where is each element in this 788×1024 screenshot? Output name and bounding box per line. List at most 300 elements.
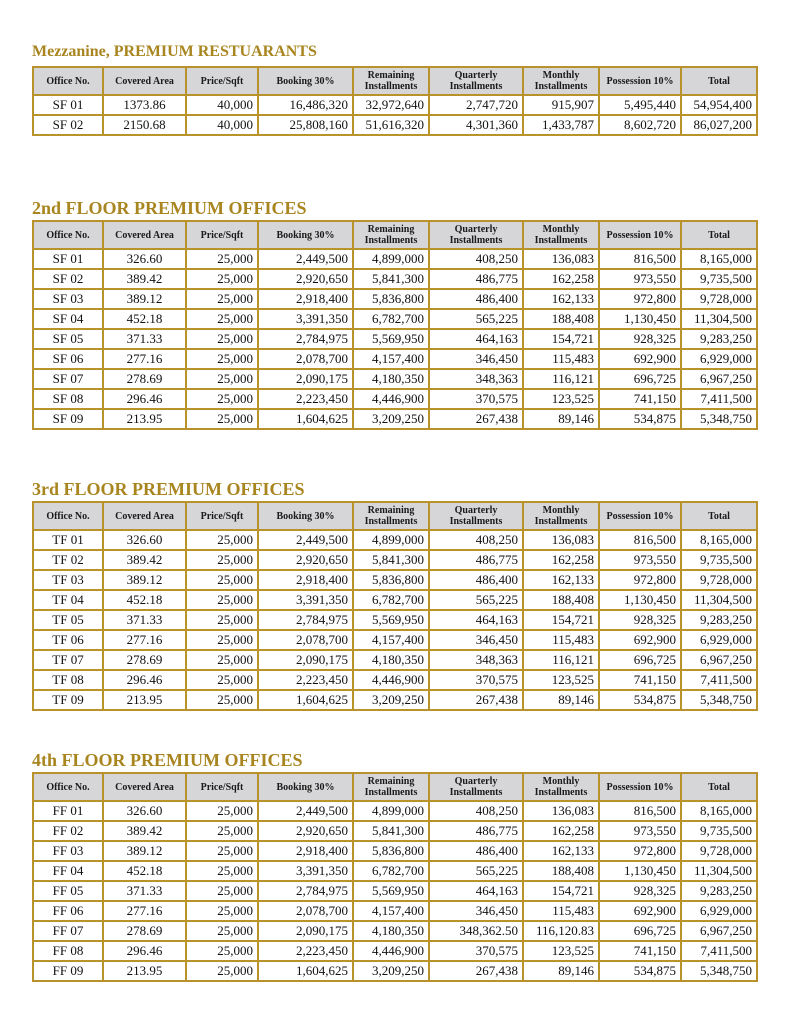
- cell-monthly-installments: 123,525: [523, 941, 599, 961]
- cell-monthly-installments: 123,525: [523, 670, 599, 690]
- cell-possession: 696,725: [599, 921, 681, 941]
- cell-office-no: FF 08: [33, 941, 103, 961]
- column-header-remaining-installments: Remaining Installments: [353, 67, 429, 95]
- cell-covered-area: 389.42: [103, 269, 186, 289]
- cell-total: 6,967,250: [681, 921, 757, 941]
- cell-covered-area: 2150.68: [103, 115, 186, 135]
- cell-remaining-installments: 4,157,400: [353, 349, 429, 369]
- column-header-remaining-installments: Remaining Installments: [353, 773, 429, 801]
- cell-possession: 928,325: [599, 881, 681, 901]
- cell-price-sqft: 25,000: [186, 941, 258, 961]
- cell-covered-area: 389.12: [103, 841, 186, 861]
- cell-office-no: FF 07: [33, 921, 103, 941]
- cell-possession: 973,550: [599, 821, 681, 841]
- cell-price-sqft: 25,000: [186, 961, 258, 981]
- cell-covered-area: 296.46: [103, 670, 186, 690]
- cell-covered-area: 371.33: [103, 610, 186, 630]
- section-title: 2nd FLOOR PREMIUM OFFICES: [32, 198, 307, 218]
- cell-price-sqft: 25,000: [186, 630, 258, 650]
- cell-office-no: FF 02: [33, 821, 103, 841]
- cell-remaining-installments: 5,569,950: [353, 881, 429, 901]
- cell-booking: 1,604,625: [258, 409, 353, 429]
- cell-booking: 2,449,500: [258, 530, 353, 550]
- table-row: [33, 941, 757, 961]
- column-header-office-no: Office No.: [33, 773, 103, 801]
- table-row: [33, 921, 757, 941]
- cell-quarterly-installments: 565,225: [429, 590, 523, 610]
- cell-monthly-installments: 89,146: [523, 409, 599, 429]
- table-row: [33, 690, 757, 710]
- cell-booking: 2,918,400: [258, 289, 353, 309]
- cell-possession: 972,800: [599, 570, 681, 590]
- cell-booking: 2,920,650: [258, 550, 353, 570]
- cell-booking: 2,078,700: [258, 349, 353, 369]
- table-row: [33, 409, 757, 429]
- cell-total: 5,348,750: [681, 961, 757, 981]
- cell-office-no: SF 04: [33, 309, 103, 329]
- cell-total: 9,283,250: [681, 610, 757, 630]
- cell-monthly-installments: 188,408: [523, 309, 599, 329]
- cell-booking: 2,784,975: [258, 881, 353, 901]
- cell-price-sqft: 25,000: [186, 690, 258, 710]
- cell-price-sqft: 40,000: [186, 95, 258, 115]
- column-header-quarterly-installments: Quarterly Installments: [429, 67, 523, 95]
- cell-price-sqft: 25,000: [186, 369, 258, 389]
- cell-booking: 2,784,975: [258, 610, 353, 630]
- cell-quarterly-installments: 2,747,720: [429, 95, 523, 115]
- cell-quarterly-installments: 370,575: [429, 389, 523, 409]
- cell-booking: 1,604,625: [258, 690, 353, 710]
- column-header-covered-area: Covered Area: [103, 67, 186, 95]
- cell-price-sqft: 25,000: [186, 329, 258, 349]
- cell-total: 54,954,400: [681, 95, 757, 115]
- cell-booking: 2,784,975: [258, 329, 353, 349]
- cell-quarterly-installments: 486,775: [429, 269, 523, 289]
- table-row: [33, 961, 757, 981]
- cell-office-no: TF 09: [33, 690, 103, 710]
- cell-total: 9,283,250: [681, 881, 757, 901]
- cell-monthly-installments: 115,483: [523, 349, 599, 369]
- cell-office-no: TF 06: [33, 630, 103, 650]
- cell-possession: 816,500: [599, 249, 681, 269]
- table-header-row: [33, 502, 757, 530]
- cell-price-sqft: 25,000: [186, 901, 258, 921]
- cell-monthly-installments: 89,146: [523, 961, 599, 981]
- column-header-price-sqft: Price/Sqft: [186, 502, 258, 530]
- cell-total: 8,165,000: [681, 530, 757, 550]
- column-header-monthly-installments: Monthly Installments: [523, 221, 599, 249]
- table-row: [33, 530, 757, 550]
- cell-monthly-installments: 162,258: [523, 821, 599, 841]
- cell-total: 8,165,000: [681, 249, 757, 269]
- cell-monthly-installments: 116,121: [523, 369, 599, 389]
- table-row: [33, 550, 757, 570]
- cell-price-sqft: 25,000: [186, 409, 258, 429]
- cell-office-no: SF 07: [33, 369, 103, 389]
- price-table: [32, 220, 758, 430]
- cell-covered-area: 277.16: [103, 630, 186, 650]
- cell-office-no: FF 09: [33, 961, 103, 981]
- cell-price-sqft: 25,000: [186, 349, 258, 369]
- table-header-row: [33, 773, 757, 801]
- table-row: [33, 389, 757, 409]
- cell-total: 6,929,000: [681, 901, 757, 921]
- cell-price-sqft: 25,000: [186, 249, 258, 269]
- cell-total: 5,348,750: [681, 690, 757, 710]
- table-row: [33, 801, 757, 821]
- cell-office-no: SF 02: [33, 115, 103, 135]
- cell-monthly-installments: 188,408: [523, 590, 599, 610]
- cell-quarterly-installments: 267,438: [429, 961, 523, 981]
- cell-remaining-installments: 5,841,300: [353, 550, 429, 570]
- cell-monthly-installments: 162,133: [523, 570, 599, 590]
- cell-price-sqft: 25,000: [186, 861, 258, 881]
- cell-office-no: TF 01: [33, 530, 103, 550]
- cell-possession: 741,150: [599, 941, 681, 961]
- cell-covered-area: 326.60: [103, 801, 186, 821]
- cell-remaining-installments: 5,836,800: [353, 841, 429, 861]
- cell-remaining-installments: 4,899,000: [353, 801, 429, 821]
- cell-quarterly-installments: 486,775: [429, 550, 523, 570]
- cell-monthly-installments: 115,483: [523, 901, 599, 921]
- cell-price-sqft: 25,000: [186, 389, 258, 409]
- cell-office-no: FF 03: [33, 841, 103, 861]
- column-header-covered-area: Covered Area: [103, 221, 186, 249]
- column-header-quarterly-installments: Quarterly Installments: [429, 773, 523, 801]
- cell-remaining-installments: 5,836,800: [353, 570, 429, 590]
- cell-possession: 1,130,450: [599, 309, 681, 329]
- section-3rd-floor: [32, 480, 756, 711]
- column-header-monthly-installments: Monthly Installments: [523, 67, 599, 95]
- cell-remaining-installments: 5,841,300: [353, 821, 429, 841]
- cell-booking: 1,604,625: [258, 961, 353, 981]
- cell-possession: 5,495,440: [599, 95, 681, 115]
- cell-booking: 2,078,700: [258, 901, 353, 921]
- cell-monthly-installments: 162,258: [523, 550, 599, 570]
- cell-booking: 3,391,350: [258, 309, 353, 329]
- cell-possession: 1,130,450: [599, 861, 681, 881]
- cell-booking: 2,449,500: [258, 801, 353, 821]
- cell-remaining-installments: 3,209,250: [353, 961, 429, 981]
- cell-price-sqft: 25,000: [186, 670, 258, 690]
- table-row: [33, 249, 757, 269]
- cell-price-sqft: 25,000: [186, 610, 258, 630]
- cell-price-sqft: 25,000: [186, 841, 258, 861]
- cell-possession: 928,325: [599, 329, 681, 349]
- cell-office-no: FF 04: [33, 861, 103, 881]
- cell-total: 7,411,500: [681, 389, 757, 409]
- cell-booking: 2,090,175: [258, 650, 353, 670]
- cell-office-no: SF 01: [33, 95, 103, 115]
- cell-price-sqft: 25,000: [186, 821, 258, 841]
- cell-remaining-installments: 4,446,900: [353, 941, 429, 961]
- table-row: [33, 901, 757, 921]
- cell-price-sqft: 25,000: [186, 570, 258, 590]
- cell-quarterly-installments: 464,163: [429, 610, 523, 630]
- cell-covered-area: 452.18: [103, 590, 186, 610]
- cell-remaining-installments: 4,899,000: [353, 530, 429, 550]
- price-table: [32, 501, 758, 711]
- cell-remaining-installments: 4,446,900: [353, 389, 429, 409]
- cell-office-no: SF 03: [33, 289, 103, 309]
- cell-quarterly-installments: 486,400: [429, 289, 523, 309]
- cell-remaining-installments: 4,157,400: [353, 901, 429, 921]
- cell-remaining-installments: 5,569,950: [353, 610, 429, 630]
- table-row: [33, 610, 757, 630]
- column-header-possession: Possession 10%: [599, 67, 681, 95]
- table-row: [33, 309, 757, 329]
- column-header-total: Total: [681, 773, 757, 801]
- cell-quarterly-installments: 370,575: [429, 941, 523, 961]
- cell-covered-area: 389.12: [103, 289, 186, 309]
- column-header-monthly-installments: Monthly Installments: [523, 773, 599, 801]
- cell-booking: 3,391,350: [258, 590, 353, 610]
- section-title: 3rd FLOOR PREMIUM OFFICES: [32, 479, 305, 499]
- cell-office-no: FF 06: [33, 901, 103, 921]
- column-header-price-sqft: Price/Sqft: [186, 773, 258, 801]
- cell-possession: 741,150: [599, 670, 681, 690]
- cell-remaining-installments: 6,782,700: [353, 861, 429, 881]
- cell-possession: 1,130,450: [599, 590, 681, 610]
- cell-remaining-installments: 6,782,700: [353, 590, 429, 610]
- cell-office-no: TF 02: [33, 550, 103, 570]
- cell-covered-area: 296.46: [103, 389, 186, 409]
- cell-price-sqft: 25,000: [186, 289, 258, 309]
- cell-total: 6,929,000: [681, 349, 757, 369]
- cell-quarterly-installments: 464,163: [429, 329, 523, 349]
- table-row: [33, 590, 757, 610]
- cell-monthly-installments: 154,721: [523, 610, 599, 630]
- price-table: [32, 772, 758, 982]
- column-header-covered-area: Covered Area: [103, 502, 186, 530]
- column-header-total: Total: [681, 502, 757, 530]
- cell-remaining-installments: 5,836,800: [353, 289, 429, 309]
- table-header-row: [33, 221, 757, 249]
- cell-covered-area: 326.60: [103, 249, 186, 269]
- cell-office-no: SF 06: [33, 349, 103, 369]
- cell-monthly-installments: 162,258: [523, 269, 599, 289]
- cell-quarterly-installments: 348,363: [429, 369, 523, 389]
- cell-total: 6,967,250: [681, 650, 757, 670]
- cell-total: 9,728,000: [681, 841, 757, 861]
- table-row: [33, 95, 757, 115]
- column-header-covered-area: Covered Area: [103, 773, 186, 801]
- cell-total: 9,728,000: [681, 570, 757, 590]
- cell-booking: 2,918,400: [258, 570, 353, 590]
- cell-covered-area: 213.95: [103, 961, 186, 981]
- cell-price-sqft: 25,000: [186, 881, 258, 901]
- cell-quarterly-installments: 486,400: [429, 570, 523, 590]
- cell-quarterly-installments: 486,400: [429, 841, 523, 861]
- section-4th-floor: [32, 751, 756, 982]
- cell-covered-area: 452.18: [103, 861, 186, 881]
- table-row: [33, 329, 757, 349]
- cell-covered-area: 278.69: [103, 650, 186, 670]
- cell-possession: 692,900: [599, 901, 681, 921]
- cell-monthly-installments: 89,146: [523, 690, 599, 710]
- cell-booking: 2,920,650: [258, 821, 353, 841]
- table-row: [33, 821, 757, 841]
- cell-total: 9,728,000: [681, 289, 757, 309]
- table-row: [33, 349, 757, 369]
- cell-booking: 2,918,400: [258, 841, 353, 861]
- cell-covered-area: 213.95: [103, 690, 186, 710]
- cell-office-no: TF 07: [33, 650, 103, 670]
- cell-monthly-installments: 136,083: [523, 801, 599, 821]
- cell-covered-area: 389.12: [103, 570, 186, 590]
- price-table: [32, 66, 758, 136]
- column-header-possession: Possession 10%: [599, 502, 681, 530]
- cell-monthly-installments: 154,721: [523, 881, 599, 901]
- cell-possession: 741,150: [599, 389, 681, 409]
- cell-price-sqft: 25,000: [186, 309, 258, 329]
- table-row: [33, 861, 757, 881]
- cell-office-no: SF 08: [33, 389, 103, 409]
- cell-monthly-installments: 116,120.83: [523, 921, 599, 941]
- cell-quarterly-installments: 346,450: [429, 630, 523, 650]
- cell-office-no: FF 05: [33, 881, 103, 901]
- cell-total: 86,027,200: [681, 115, 757, 135]
- cell-office-no: FF 01: [33, 801, 103, 821]
- cell-covered-area: 278.69: [103, 921, 186, 941]
- cell-monthly-installments: 162,133: [523, 841, 599, 861]
- cell-quarterly-installments: 267,438: [429, 409, 523, 429]
- cell-monthly-installments: 123,525: [523, 389, 599, 409]
- cell-quarterly-installments: 408,250: [429, 801, 523, 821]
- cell-possession: 928,325: [599, 610, 681, 630]
- cell-covered-area: 296.46: [103, 941, 186, 961]
- cell-monthly-installments: 162,133: [523, 289, 599, 309]
- column-header-office-no: Office No.: [33, 502, 103, 530]
- table-row: [33, 670, 757, 690]
- cell-total: 8,165,000: [681, 801, 757, 821]
- cell-total: 9,735,500: [681, 821, 757, 841]
- section-title: 4th FLOOR PREMIUM OFFICES: [32, 750, 303, 770]
- cell-monthly-installments: 188,408: [523, 861, 599, 881]
- column-header-booking: Booking 30%: [258, 67, 353, 95]
- cell-quarterly-installments: 348,362.50: [429, 921, 523, 941]
- cell-remaining-installments: 4,180,350: [353, 369, 429, 389]
- cell-possession: 696,725: [599, 650, 681, 670]
- cell-booking: 2,090,175: [258, 921, 353, 941]
- cell-possession: 973,550: [599, 550, 681, 570]
- cell-quarterly-installments: 408,250: [429, 249, 523, 269]
- table-row: [33, 881, 757, 901]
- cell-possession: 972,800: [599, 289, 681, 309]
- table-row: [33, 289, 757, 309]
- cell-remaining-installments: 5,841,300: [353, 269, 429, 289]
- column-header-booking: Booking 30%: [258, 502, 353, 530]
- section-title: Mezzanine, PREMIUM RESTUARANTS: [32, 43, 317, 60]
- cell-monthly-installments: 1,433,787: [523, 115, 599, 135]
- cell-remaining-installments: 3,209,250: [353, 409, 429, 429]
- cell-office-no: TF 03: [33, 570, 103, 590]
- cell-booking: 2,920,650: [258, 269, 353, 289]
- cell-quarterly-installments: 408,250: [429, 530, 523, 550]
- cell-total: 6,967,250: [681, 369, 757, 389]
- cell-possession: 972,800: [599, 841, 681, 861]
- cell-possession: 696,725: [599, 369, 681, 389]
- cell-price-sqft: 25,000: [186, 650, 258, 670]
- cell-price-sqft: 25,000: [186, 530, 258, 550]
- cell-booking: 16,486,320: [258, 95, 353, 115]
- cell-total: 9,283,250: [681, 329, 757, 349]
- cell-remaining-installments: 3,209,250: [353, 690, 429, 710]
- cell-booking: 2,090,175: [258, 369, 353, 389]
- cell-remaining-installments: 4,446,900: [353, 670, 429, 690]
- column-header-monthly-installments: Monthly Installments: [523, 502, 599, 530]
- table-row: [33, 369, 757, 389]
- cell-possession: 692,900: [599, 349, 681, 369]
- cell-possession: 816,500: [599, 801, 681, 821]
- cell-quarterly-installments: 4,301,360: [429, 115, 523, 135]
- cell-quarterly-installments: 346,450: [429, 349, 523, 369]
- column-header-office-no: Office No.: [33, 221, 103, 249]
- cell-booking: 2,223,450: [258, 670, 353, 690]
- cell-monthly-installments: 154,721: [523, 329, 599, 349]
- column-header-total: Total: [681, 67, 757, 95]
- column-header-possession: Possession 10%: [599, 221, 681, 249]
- cell-quarterly-installments: 370,575: [429, 670, 523, 690]
- table-header-row: [33, 67, 757, 95]
- cell-remaining-installments: 6,782,700: [353, 309, 429, 329]
- cell-remaining-installments: 51,616,320: [353, 115, 429, 135]
- column-header-booking: Booking 30%: [258, 773, 353, 801]
- cell-office-no: TF 05: [33, 610, 103, 630]
- column-header-remaining-installments: Remaining Installments: [353, 221, 429, 249]
- cell-quarterly-installments: 565,225: [429, 861, 523, 881]
- column-header-office-no: Office No.: [33, 67, 103, 95]
- cell-booking: 2,223,450: [258, 941, 353, 961]
- cell-quarterly-installments: 464,163: [429, 881, 523, 901]
- table-row: [33, 115, 757, 135]
- cell-covered-area: 277.16: [103, 901, 186, 921]
- column-header-price-sqft: Price/Sqft: [186, 221, 258, 249]
- cell-booking: 25,808,160: [258, 115, 353, 135]
- cell-quarterly-installments: 346,450: [429, 901, 523, 921]
- cell-possession: 816,500: [599, 530, 681, 550]
- cell-price-sqft: 25,000: [186, 269, 258, 289]
- column-header-remaining-installments: Remaining Installments: [353, 502, 429, 530]
- cell-total: 9,735,500: [681, 269, 757, 289]
- cell-covered-area: 326.60: [103, 530, 186, 550]
- cell-price-sqft: 25,000: [186, 801, 258, 821]
- cell-possession: 692,900: [599, 630, 681, 650]
- cell-monthly-installments: 136,083: [523, 530, 599, 550]
- cell-covered-area: 1373.86: [103, 95, 186, 115]
- cell-possession: 973,550: [599, 269, 681, 289]
- cell-remaining-installments: 4,899,000: [353, 249, 429, 269]
- cell-quarterly-installments: 486,775: [429, 821, 523, 841]
- cell-office-no: SF 09: [33, 409, 103, 429]
- cell-monthly-installments: 116,121: [523, 650, 599, 670]
- cell-total: 7,411,500: [681, 670, 757, 690]
- cell-total: 6,929,000: [681, 630, 757, 650]
- cell-booking: 2,078,700: [258, 630, 353, 650]
- cell-covered-area: 389.42: [103, 550, 186, 570]
- cell-quarterly-installments: 348,363: [429, 650, 523, 670]
- column-header-quarterly-installments: Quarterly Installments: [429, 221, 523, 249]
- cell-booking: 2,223,450: [258, 389, 353, 409]
- table-row: [33, 630, 757, 650]
- cell-price-sqft: 25,000: [186, 550, 258, 570]
- cell-booking: 3,391,350: [258, 861, 353, 881]
- cell-possession: 534,875: [599, 690, 681, 710]
- cell-price-sqft: 25,000: [186, 590, 258, 610]
- cell-covered-area: 213.95: [103, 409, 186, 429]
- column-header-possession: Possession 10%: [599, 773, 681, 801]
- cell-monthly-installments: 115,483: [523, 630, 599, 650]
